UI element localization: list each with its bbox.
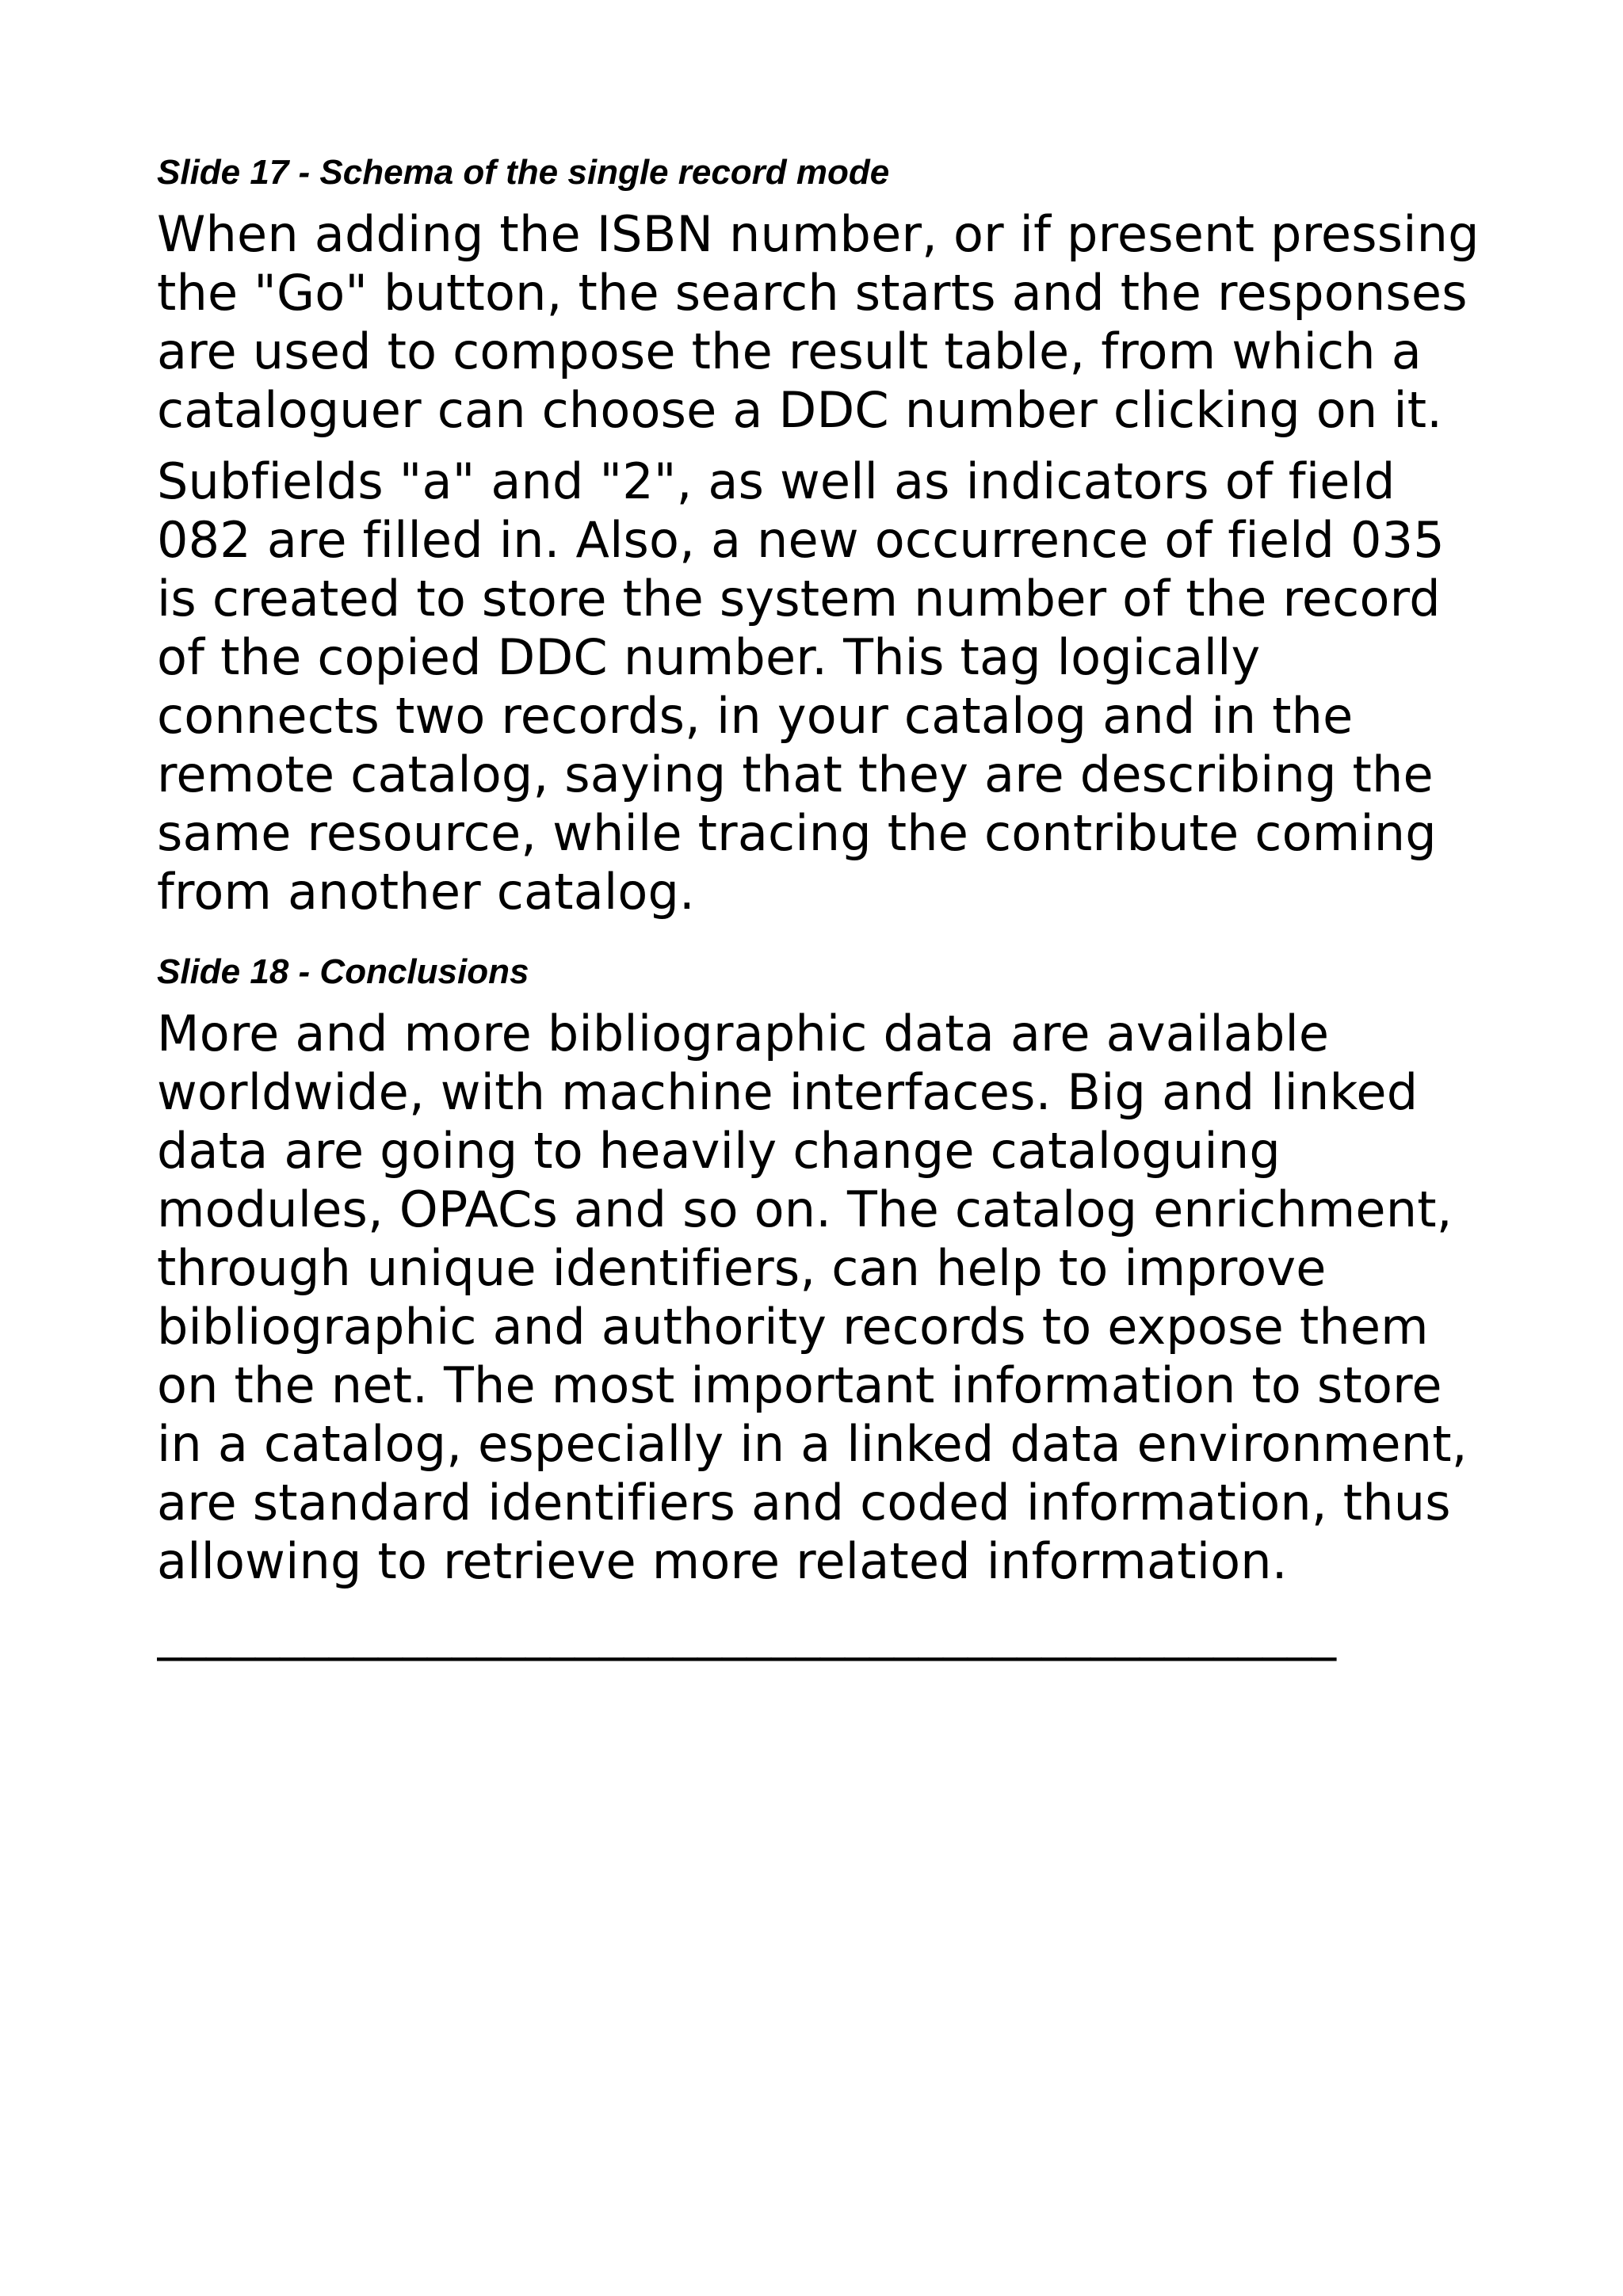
slide-17-paragraph-1: When adding the ISBN number, or if present pressing the "Go" button, the search starts and the responses are used to compose the result table, from which a cataloguer can choose a DDC number clicking on it. <box>157 204 1480 439</box>
slide-18-section <box>157 952 1496 1591</box>
document-page <box>157 152 1496 1662</box>
slide-18-paragraph-1: More and more bibliographic data are available worldwide, with machine interfaces. Big and linked data are going to heavily change cataloguing modules, OPACs and so on. The catalog enrichment, through unique identifiers, can help to improve bibliographic and authority records to expose them on the net. The most important information to store in a catalog, especially in a linked data environment, are standard identifiers and coded information, thus allowing to retrieve more related information. <box>157 1004 1468 1590</box>
slide-17-heading: Slide 17 - Schema of the single record mode <box>157 153 890 192</box>
slide-17-section <box>157 152 1496 921</box>
slide-17-paragraph-2: Subfields "a" and "2", as well as indicators of field 082 are filled in. Also, a new occurrence of field 035 is created to store the system number of the record of the copied DDC number. This tag logically connects two records, in your catalog and in the remote catalog, saying that they are describing the same resource, while tracing the contribute coming from another catalog. <box>157 452 1445 921</box>
separator-line: ________________________________________________ <box>157 1603 1336 1661</box>
slide-18-heading: Slide 18 - Conclusions <box>157 952 529 991</box>
